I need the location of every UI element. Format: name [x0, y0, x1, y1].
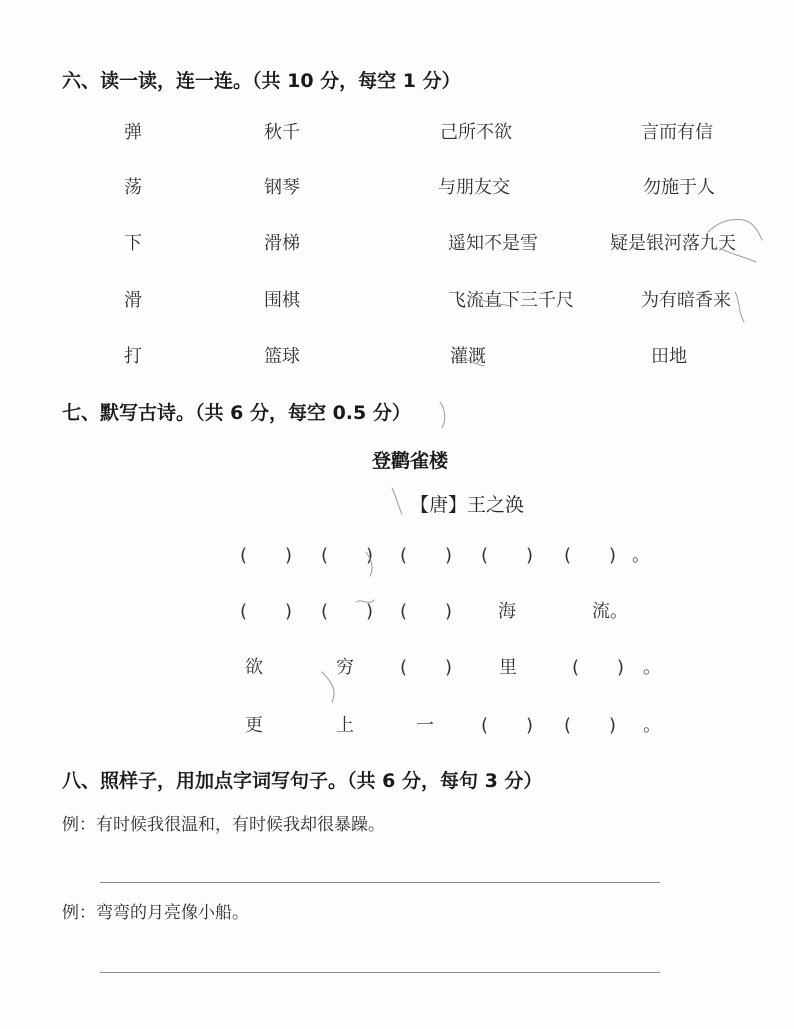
blank-close-paren: ): [444, 657, 452, 678]
matching-item: 田地: [651, 346, 687, 367]
matching-item: 秋千: [264, 122, 300, 143]
matching-item: 己所不欲: [440, 122, 512, 143]
poem-char: 流。: [592, 601, 628, 622]
poem-blank: [572, 659, 624, 677]
blank-close-paren: ): [365, 545, 373, 566]
answer-line: [100, 972, 660, 973]
matching-item: 围棋: [264, 290, 300, 311]
poem-char: 。: [643, 657, 661, 678]
blank-close-paren: ): [525, 545, 533, 566]
matching-item: 遥知不是雪: [448, 233, 538, 254]
matching-item: 篮球: [264, 346, 300, 367]
blank-close-paren: ): [608, 715, 616, 736]
blank-open-paren: (: [400, 657, 408, 678]
poem-char: 欲: [245, 657, 263, 678]
blank-close-paren: ): [284, 545, 292, 566]
matching-item: 荡: [124, 177, 142, 198]
matching-item: 为有暗香来: [641, 290, 731, 311]
blank-open-paren: (: [240, 601, 248, 622]
poem-blank: [321, 603, 373, 621]
poem-char: 海: [498, 601, 516, 622]
poem-blank: [564, 547, 616, 565]
blank-open-paren: (: [564, 715, 572, 736]
blank-open-paren: (: [240, 545, 248, 566]
poem-blank: [400, 659, 452, 677]
blank-close-paren: ): [444, 545, 452, 566]
blank-open-paren: (: [400, 601, 408, 622]
section6-heading: 六、读一读，连一连。（共 10 分，每空 1 分）: [62, 70, 461, 92]
blank-close-paren: ): [525, 715, 533, 736]
poem-char: 。: [632, 545, 650, 566]
poem-blank: [481, 547, 533, 565]
example-sentence: 例：有时候我很温和，有时候我却很暴躁。: [62, 815, 385, 835]
poem-char: 里: [499, 657, 517, 678]
blank-close-paren: ): [616, 657, 624, 678]
example-sentence: 例：弯弯的月亮像小船。: [62, 903, 249, 923]
matching-item: 下: [124, 233, 142, 254]
matching-item: 滑: [124, 290, 142, 311]
poem-char: 一: [416, 715, 434, 736]
poem-title: 登鹳雀楼: [372, 450, 449, 472]
poem-blank: [240, 547, 292, 565]
blank-open-paren: (: [572, 657, 580, 678]
blank-close-paren: ): [284, 601, 292, 622]
matching-item: 灌溉: [450, 346, 486, 367]
blank-close-paren: ): [444, 601, 452, 622]
poem-blank: [240, 603, 292, 621]
blank-open-paren: (: [400, 545, 408, 566]
blank-open-paren: (: [564, 545, 572, 566]
matching-item: 勿施于人: [643, 177, 715, 198]
blank-open-paren: (: [481, 715, 489, 736]
answer-line: [100, 882, 660, 883]
matching-item: 打: [124, 346, 142, 367]
matching-item: 与朋友交: [438, 177, 510, 198]
poem-author: 【唐】王之涣: [410, 494, 525, 516]
poem-char: 。: [643, 715, 661, 736]
matching-item: 疑是银河落九天: [610, 233, 736, 254]
blank-open-paren: (: [321, 545, 329, 566]
matching-item: 弹: [124, 122, 142, 143]
matching-item: 言而有信: [641, 122, 713, 143]
blank-open-paren: (: [481, 545, 489, 566]
poem-blank: [400, 603, 452, 621]
blank-open-paren: (: [321, 601, 329, 622]
poem-blank: [481, 717, 533, 735]
matching-item: 滑梯: [264, 233, 300, 254]
section8-heading: 八、照样子，用加点字词写句子。（共 6 分，每句 3 分）: [62, 770, 543, 792]
matching-item: 钢琴: [264, 177, 300, 198]
poem-blank: [400, 547, 452, 565]
matching-item: 飞流直下三千尺: [448, 290, 574, 311]
section7-heading: 七、默写古诗。（共 6 分，每空 0.5 分）: [62, 402, 411, 424]
poem-blank: [564, 717, 616, 735]
poem-char: 穷: [336, 657, 354, 678]
poem-char: 上: [336, 715, 354, 736]
blank-close-paren: ): [365, 601, 373, 622]
poem-char: 更: [245, 715, 263, 736]
blank-close-paren: ): [608, 545, 616, 566]
poem-blank: [321, 547, 373, 565]
